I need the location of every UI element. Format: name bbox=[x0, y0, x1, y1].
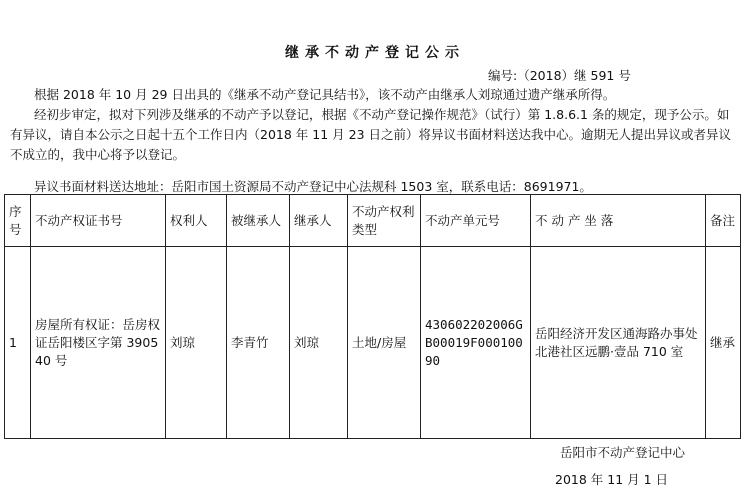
paragraph-objection-notice: 经初步审定，拟对下列涉及继承的不动产予以登记，根据《不动产登记操作规范》（试行）第 1.8.6.1 条的规定，现予公示。如有异议，请自本公示之日起十五个工作日内（2018 年 11 月 23 日之前）将异议书面材料送达我中心。逾期无人提出异议或者异议不成立的，我中心将予以登记。 bbox=[10, 107, 731, 162]
cell-heir: 刘琼 bbox=[290, 247, 348, 439]
cell-remark: 继承 bbox=[706, 247, 741, 439]
document-number: 编号:（2018）继 591 号 bbox=[488, 68, 631, 83]
header-deceased: 被继承人 bbox=[227, 195, 290, 247]
header-cert: 不动产权证书号 bbox=[31, 195, 166, 247]
cell-location: 岳阳经济开发区通海路办事处北港社区远鹏·壹品 710 室 bbox=[531, 247, 706, 439]
issue-date: 2018 年 11 月 1 日 bbox=[555, 472, 669, 487]
issuer-name: 岳阳市不动产登记中心 bbox=[560, 445, 686, 460]
cell-seq: 1 bbox=[5, 247, 31, 439]
notice-title: 继承不动产登记公示 bbox=[285, 45, 465, 61]
registration-table bbox=[4, 194, 741, 439]
header-unit-no: 不动产单元号 bbox=[421, 195, 531, 247]
header-right-type: 不动产权利类型 bbox=[348, 195, 421, 247]
table-row bbox=[5, 247, 741, 439]
header-seq: 序号 bbox=[5, 195, 31, 247]
cell-unit-no: 430602202006GB00019F00010090 bbox=[421, 247, 531, 439]
cell-deceased: 李青竹 bbox=[227, 247, 290, 439]
cell-right-type: 土地/房屋 bbox=[348, 247, 421, 439]
header-heir: 继承人 bbox=[290, 195, 348, 247]
header-remark: 备注 bbox=[706, 195, 741, 247]
header-location: 不 动 产 坐 落 bbox=[531, 195, 706, 247]
paragraph-objection-address: 异议书面材料送达地址：岳阳市国土资源局不动产登记中心法规科 1503 室，联系电话：8691971。 bbox=[34, 179, 592, 194]
cell-cert: 房屋所有权证：岳房权证岳阳楼区字第 390540 号 bbox=[31, 247, 166, 439]
header-owner: 权利人 bbox=[166, 195, 227, 247]
paragraph-inheritance-basis: 根据 2018 年 10 月 29 日出具的《继承不动产登记具结书》，该不动产由继承人刘琼通过遗产继承所得。 bbox=[34, 87, 616, 102]
table-header-row bbox=[5, 195, 741, 247]
cell-owner: 刘琼 bbox=[166, 247, 227, 439]
